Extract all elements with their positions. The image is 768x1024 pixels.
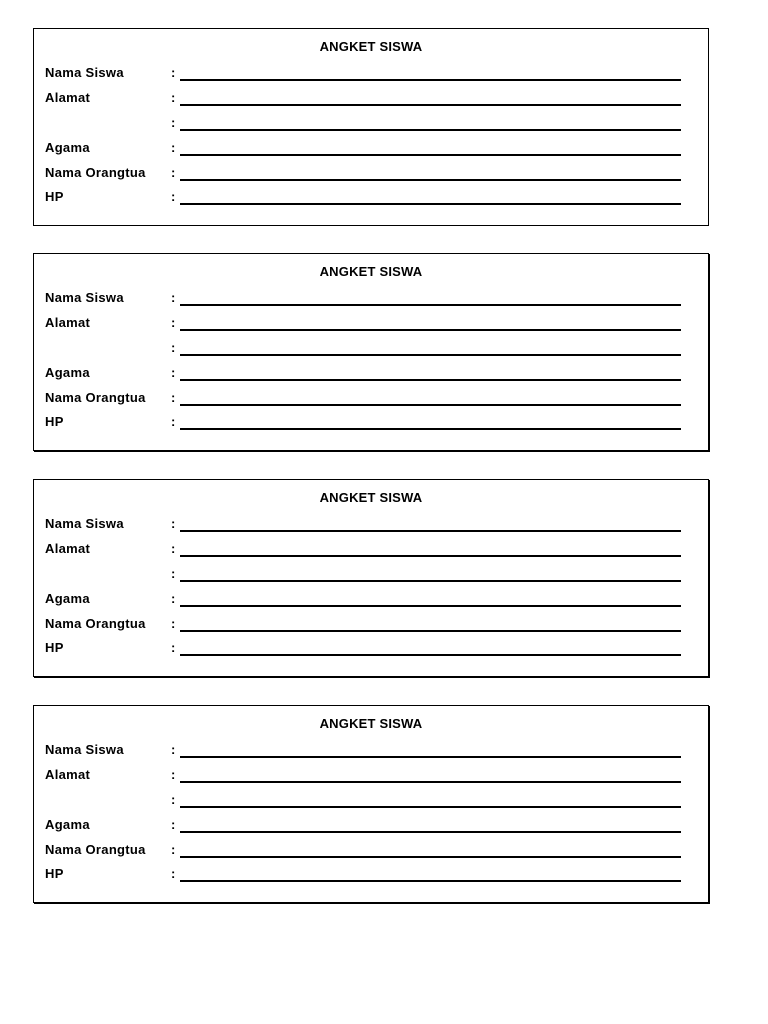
field-colon: : bbox=[171, 365, 176, 380]
fill-in-line[interactable] bbox=[180, 179, 681, 181]
field-colon: : bbox=[171, 65, 176, 80]
field-label: Agama bbox=[45, 365, 90, 380]
fill-in-line[interactable] bbox=[180, 203, 681, 205]
field-label: Nama Orangtua bbox=[45, 842, 146, 857]
field-alamat bbox=[34, 767, 708, 787]
field-agama bbox=[34, 591, 708, 611]
form-title: ANGKET SISWA bbox=[319, 264, 423, 279]
field-colon: : bbox=[171, 165, 176, 180]
field-colon: : bbox=[171, 767, 176, 782]
field-label: Agama bbox=[45, 140, 90, 155]
field-alamat bbox=[34, 541, 708, 561]
fill-in-line[interactable] bbox=[180, 781, 681, 783]
fill-in-line[interactable] bbox=[180, 654, 681, 656]
student-form-1 bbox=[33, 28, 709, 226]
field-colon: : bbox=[171, 90, 176, 105]
field-nama-siswa bbox=[34, 65, 708, 85]
field-alamat-continued bbox=[34, 566, 708, 586]
field-colon: : bbox=[171, 792, 176, 807]
field-colon: : bbox=[171, 390, 176, 405]
field-colon: : bbox=[171, 616, 176, 631]
field-label: Agama bbox=[45, 591, 90, 606]
form-title: ANGKET SISWA bbox=[319, 490, 423, 505]
field-alamat-continued bbox=[34, 340, 708, 360]
field-label: HP bbox=[45, 866, 64, 881]
field-colon: : bbox=[171, 591, 176, 606]
field-nama-siswa bbox=[34, 290, 708, 310]
fill-in-line[interactable] bbox=[180, 104, 681, 106]
field-colon: : bbox=[171, 115, 176, 130]
field-hp bbox=[34, 414, 708, 434]
form-title: ANGKET SISWA bbox=[319, 716, 423, 731]
fill-in-line[interactable] bbox=[180, 428, 681, 430]
field-label: Nama Orangtua bbox=[45, 390, 146, 405]
field-nama-orangtua bbox=[34, 616, 708, 636]
field-colon: : bbox=[171, 742, 176, 757]
field-label: Agama bbox=[45, 817, 90, 832]
field-label: Alamat bbox=[45, 541, 91, 556]
field-label: Alamat bbox=[45, 767, 91, 782]
fill-in-line[interactable] bbox=[180, 555, 681, 557]
field-colon: : bbox=[171, 414, 176, 429]
field-label: Alamat bbox=[45, 315, 91, 330]
field-agama bbox=[34, 140, 708, 160]
field-label: Nama Siswa bbox=[45, 65, 124, 80]
field-agama bbox=[34, 365, 708, 385]
field-nama-siswa bbox=[34, 516, 708, 536]
field-colon: : bbox=[171, 189, 176, 204]
fill-in-line[interactable] bbox=[180, 580, 681, 582]
field-colon: : bbox=[171, 340, 176, 355]
field-label: Nama Siswa bbox=[45, 516, 124, 531]
field-alamat-continued bbox=[34, 792, 708, 812]
fill-in-line[interactable] bbox=[180, 79, 681, 81]
fill-in-line[interactable] bbox=[180, 880, 681, 882]
field-colon: : bbox=[171, 541, 176, 556]
field-alamat-continued bbox=[34, 115, 708, 135]
field-alamat bbox=[34, 315, 708, 335]
fill-in-line[interactable] bbox=[180, 354, 681, 356]
field-colon: : bbox=[171, 516, 176, 531]
fill-in-line[interactable] bbox=[180, 831, 681, 833]
field-hp bbox=[34, 866, 708, 886]
field-label: HP bbox=[45, 640, 64, 655]
student-form-2 bbox=[33, 253, 709, 451]
field-nama-orangtua bbox=[34, 165, 708, 185]
field-label: Alamat bbox=[45, 90, 91, 105]
fill-in-line[interactable] bbox=[180, 329, 681, 331]
field-label: Nama Orangtua bbox=[45, 616, 146, 631]
field-label: Nama Orangtua bbox=[45, 165, 146, 180]
field-colon: : bbox=[171, 842, 176, 857]
field-colon: : bbox=[171, 566, 176, 581]
fill-in-line[interactable] bbox=[180, 154, 681, 156]
field-colon: : bbox=[171, 290, 176, 305]
fill-in-line[interactable] bbox=[180, 379, 681, 381]
field-label: HP bbox=[45, 414, 64, 429]
field-agama bbox=[34, 817, 708, 837]
fill-in-line[interactable] bbox=[180, 630, 681, 632]
field-alamat bbox=[34, 90, 708, 110]
field-label: Nama Siswa bbox=[45, 290, 124, 305]
fill-in-line[interactable] bbox=[180, 530, 681, 532]
field-colon: : bbox=[171, 866, 176, 881]
field-label: Nama Siswa bbox=[45, 742, 124, 757]
student-form-4 bbox=[33, 705, 709, 903]
field-nama-orangtua bbox=[34, 842, 708, 862]
field-label: HP bbox=[45, 189, 64, 204]
field-nama-siswa bbox=[34, 742, 708, 762]
field-nama-orangtua bbox=[34, 390, 708, 410]
fill-in-line[interactable] bbox=[180, 304, 681, 306]
fill-in-line[interactable] bbox=[180, 404, 681, 406]
field-colon: : bbox=[171, 315, 176, 330]
field-colon: : bbox=[171, 640, 176, 655]
fill-in-line[interactable] bbox=[180, 756, 681, 758]
fill-in-line[interactable] bbox=[180, 856, 681, 858]
form-title: ANGKET SISWA bbox=[319, 39, 423, 54]
field-colon: : bbox=[171, 140, 176, 155]
field-hp bbox=[34, 640, 708, 660]
student-form-3 bbox=[33, 479, 709, 677]
fill-in-line[interactable] bbox=[180, 806, 681, 808]
field-hp bbox=[34, 189, 708, 209]
fill-in-line[interactable] bbox=[180, 605, 681, 607]
field-colon: : bbox=[171, 817, 176, 832]
fill-in-line[interactable] bbox=[180, 129, 681, 131]
